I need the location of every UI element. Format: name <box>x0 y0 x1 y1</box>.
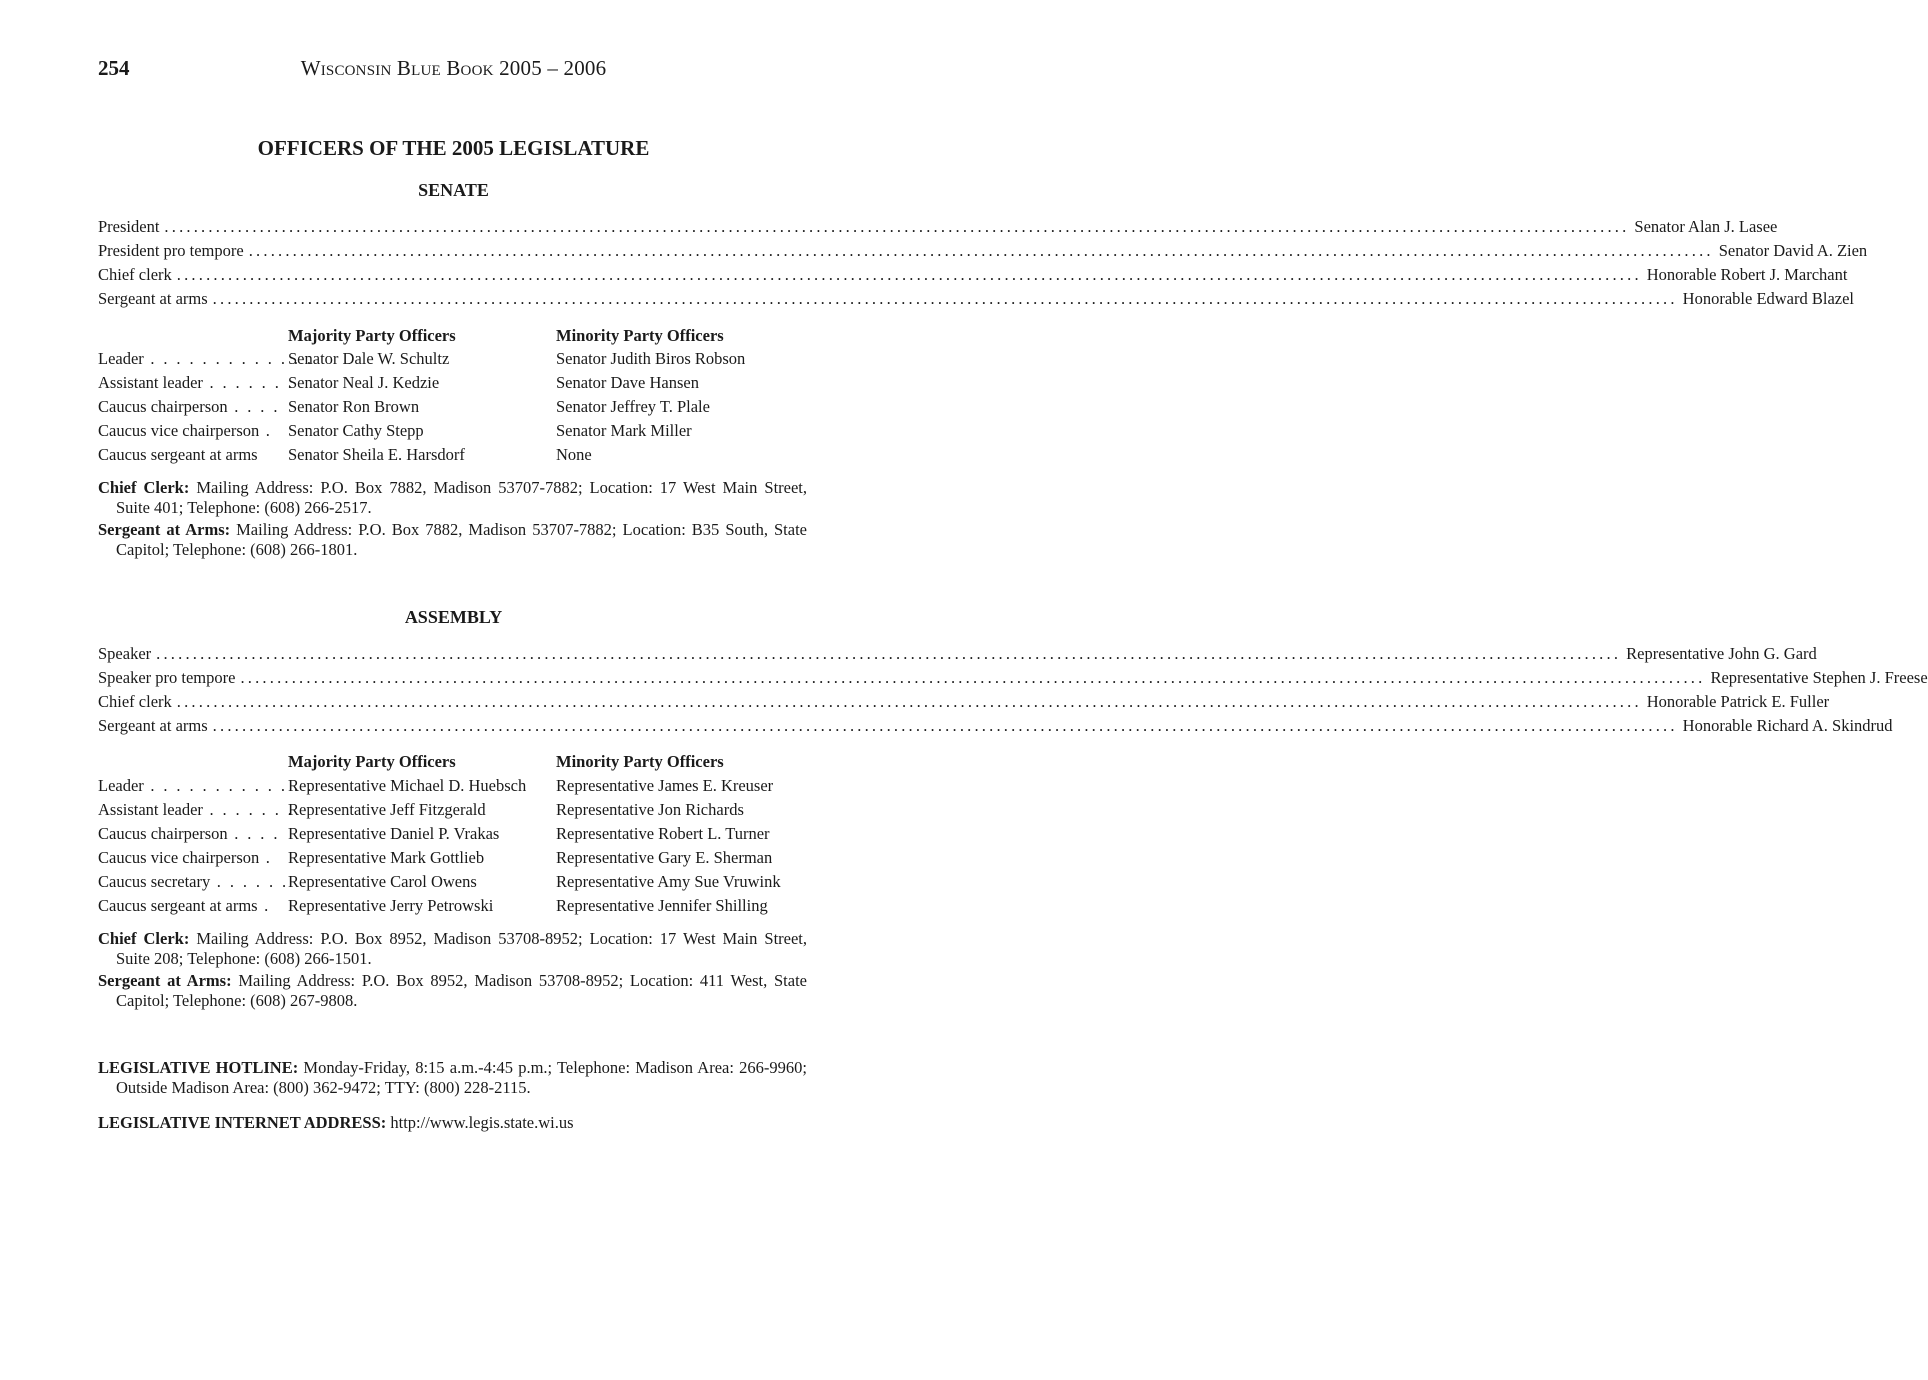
minority-officer: Representative Jennifer Shilling <box>556 896 768 915</box>
legislative-internet-address: LEGISLATIVE INTERNET ADDRESS: http://www.legis.state.wi.us <box>98 1113 574 1132</box>
majority-officer: Senator Ron Brown <box>288 397 420 416</box>
senate-officer-row <box>98 215 1778 239</box>
officer-name: Honorable Patrick E. Fuller <box>1646 692 1830 711</box>
officer-role: Speaker pro tempore <box>98 668 236 687</box>
party-role: Caucus chairperson . . . . <box>98 824 280 843</box>
dot-leader: ........................................................................................................................................................................................................ <box>212 289 1678 308</box>
senate-heading: SENATE <box>418 180 489 200</box>
assembly-majority-heading: Majority Party Officers <box>288 752 456 771</box>
minority-officer: Senator Mark Miller <box>556 421 692 440</box>
assembly-party-row <box>98 846 807 870</box>
minority-officer: Representative James E. Kreuser <box>556 776 774 795</box>
party-role: Assistant leader . . . . . . . <box>98 800 295 819</box>
senate-party-row <box>98 347 807 371</box>
assembly-party-row <box>98 894 807 918</box>
party-role: Leader . . . . . . . . . . . . . <box>98 776 314 795</box>
majority-officer: Senator Cathy Stepp <box>288 421 424 440</box>
majority-officer: Representative Daniel P. Vrakas <box>288 824 500 843</box>
party-role: Caucus secretary . . . . . . <box>98 872 289 891</box>
assembly-sergeant-note: Sergeant at Arms: Mailing Address: P.O. Box 8952, Madison 53708-8952; Location: 411 West, State Capitol; Telephone: (608) 267-9808. <box>98 971 807 1010</box>
assembly-officer-row <box>98 666 1928 690</box>
minority-officer: Representative Amy Sue Vruwink <box>556 872 781 891</box>
senate-officer-row <box>98 239 1868 263</box>
party-role: Caucus chairperson . . . . <box>98 397 280 416</box>
officer-role: Chief clerk <box>98 692 172 711</box>
party-role: Caucus vice chairperson . <box>98 421 273 440</box>
majority-officer: Senator Sheila E. Harsdorf <box>288 445 465 464</box>
officer-name: Representative Stephen J. Freese <box>1710 668 1928 687</box>
officer-role: Sergeant at arms <box>98 716 208 735</box>
officer-role: Speaker <box>98 644 152 663</box>
senate-majority-heading: Majority Party Officers <box>288 326 456 345</box>
officer-name: Senator David A. Zien <box>1718 241 1868 260</box>
senate-party-row <box>98 443 807 467</box>
party-role: Caucus sergeant at arms <box>98 445 258 464</box>
assembly-minority-heading: Minority Party Officers <box>556 752 724 771</box>
minority-officer: Representative Robert L. Turner <box>556 824 770 843</box>
minority-officer: Senator Dave Hansen <box>556 373 699 392</box>
running-head <box>0 55 907 81</box>
page-title: OFFICERS OF THE 2005 LEGISLATURE <box>257 136 650 160</box>
party-role: Leader . . . . . . . . . . . . . <box>98 349 314 368</box>
senate-officer-row <box>98 263 1848 287</box>
officer-name: Representative John G. Gard <box>1626 644 1817 663</box>
dot-leader: ........................................................................................................................................................................................................ <box>164 217 1630 236</box>
assembly-party-row <box>98 798 807 822</box>
dot-leader: ........................................................................................................................................................................................................ <box>212 716 1678 735</box>
assembly-officer-row <box>98 642 1817 666</box>
minority-officer: None <box>556 445 592 464</box>
dot-leader: ........................................................................................................................................................................................................ <box>176 692 1642 711</box>
dot-leader: ........................................................................................................................................................................................................ <box>176 265 1642 284</box>
officer-role: Chief clerk <box>98 265 172 284</box>
page-number: 254 <box>98 56 130 80</box>
running-head-years: 2005 – 2006 <box>499 56 607 80</box>
senate-party-row <box>98 419 807 443</box>
party-role: Caucus sergeant at arms . <box>98 896 271 915</box>
senate-party-row <box>98 371 807 395</box>
senate-sergeant-note: Sergeant at Arms: Mailing Address: P.O. Box 7882, Madison 53707-7882; Location: B35 South, State Capitol; Telephone: (608) 266-1801. <box>98 520 807 559</box>
officer-name: Honorable Robert J. Marchant <box>1646 265 1848 284</box>
senate-minority-heading: Minority Party Officers <box>556 326 724 345</box>
party-role: Assistant leader . . . . . . . <box>98 373 295 392</box>
majority-officer: Representative Jerry Petrowski <box>288 896 494 915</box>
assembly-officer-row <box>98 690 1830 714</box>
legislative-hotline: LEGISLATIVE HOTLINE: Monday-Friday, 8:15 a.m.-4:45 p.m.; Telephone: Madison Area: 266-9960; Outside Madison Area: (800) 362-9472; TTY: (800) 228-2115. <box>98 1058 807 1097</box>
senate-party-row <box>98 395 807 419</box>
senate-officer-row <box>98 287 1855 311</box>
dot-leader: ........................................................................................................................................................................................................ <box>240 668 1706 687</box>
majority-officer: Representative Mark Gottlieb <box>288 848 485 867</box>
officer-name: Honorable Edward Blazel <box>1682 289 1855 308</box>
minority-officer: Senator Jeffrey T. Plale <box>556 397 710 416</box>
majority-officer: Senator Dale W. Schultz <box>288 349 450 368</box>
party-role: Caucus vice chairperson . <box>98 848 273 867</box>
officer-name: Senator Alan J. Lasee <box>1634 217 1778 236</box>
majority-officer: Senator Neal J. Kedzie <box>288 373 440 392</box>
internet-link[interactable]: http://www.legis.state.wi.us <box>390 1113 574 1132</box>
officer-name: Honorable Richard A. Skindrud <box>1682 716 1893 735</box>
assembly-chief-clerk-note: Chief Clerk: Mailing Address: P.O. Box 8952, Madison 53708-8952; Location: 17 West Main Street, Suite 208; Telephone: (608) 266-1501. <box>98 929 807 968</box>
officer-role: President pro tempore <box>98 241 244 260</box>
officer-role: Sergeant at arms <box>98 289 208 308</box>
assembly-party-row <box>98 822 807 846</box>
minority-officer: Senator Judith Biros Robson <box>556 349 746 368</box>
majority-officer: Representative Michael D. Huebsch <box>288 776 527 795</box>
assembly-heading: ASSEMBLY <box>404 607 503 627</box>
assembly-officer-row <box>98 714 1893 738</box>
dot-leader: ........................................................................................................................................................................................................ <box>248 241 1714 260</box>
majority-officer: Representative Jeff Fitzgerald <box>288 800 486 819</box>
senate-chief-clerk-note: Chief Clerk: Mailing Address: P.O. Box 7882, Madison 53707-7882; Location: 17 West Main Street, Suite 401; Telephone: (608) 266-2517. <box>98 478 807 517</box>
assembly-party-row <box>98 870 807 894</box>
minority-officer: Representative Jon Richards <box>556 800 744 819</box>
assembly-party-row <box>98 774 807 798</box>
running-head-title: Wisconsin Blue Book <box>300 56 494 80</box>
minority-officer: Representative Gary E. Sherman <box>556 848 773 867</box>
majority-officer: Representative Carol Owens <box>288 872 477 891</box>
dot-leader: ........................................................................................................................................................................................................ <box>156 644 1622 663</box>
officer-role: President <box>98 217 160 236</box>
